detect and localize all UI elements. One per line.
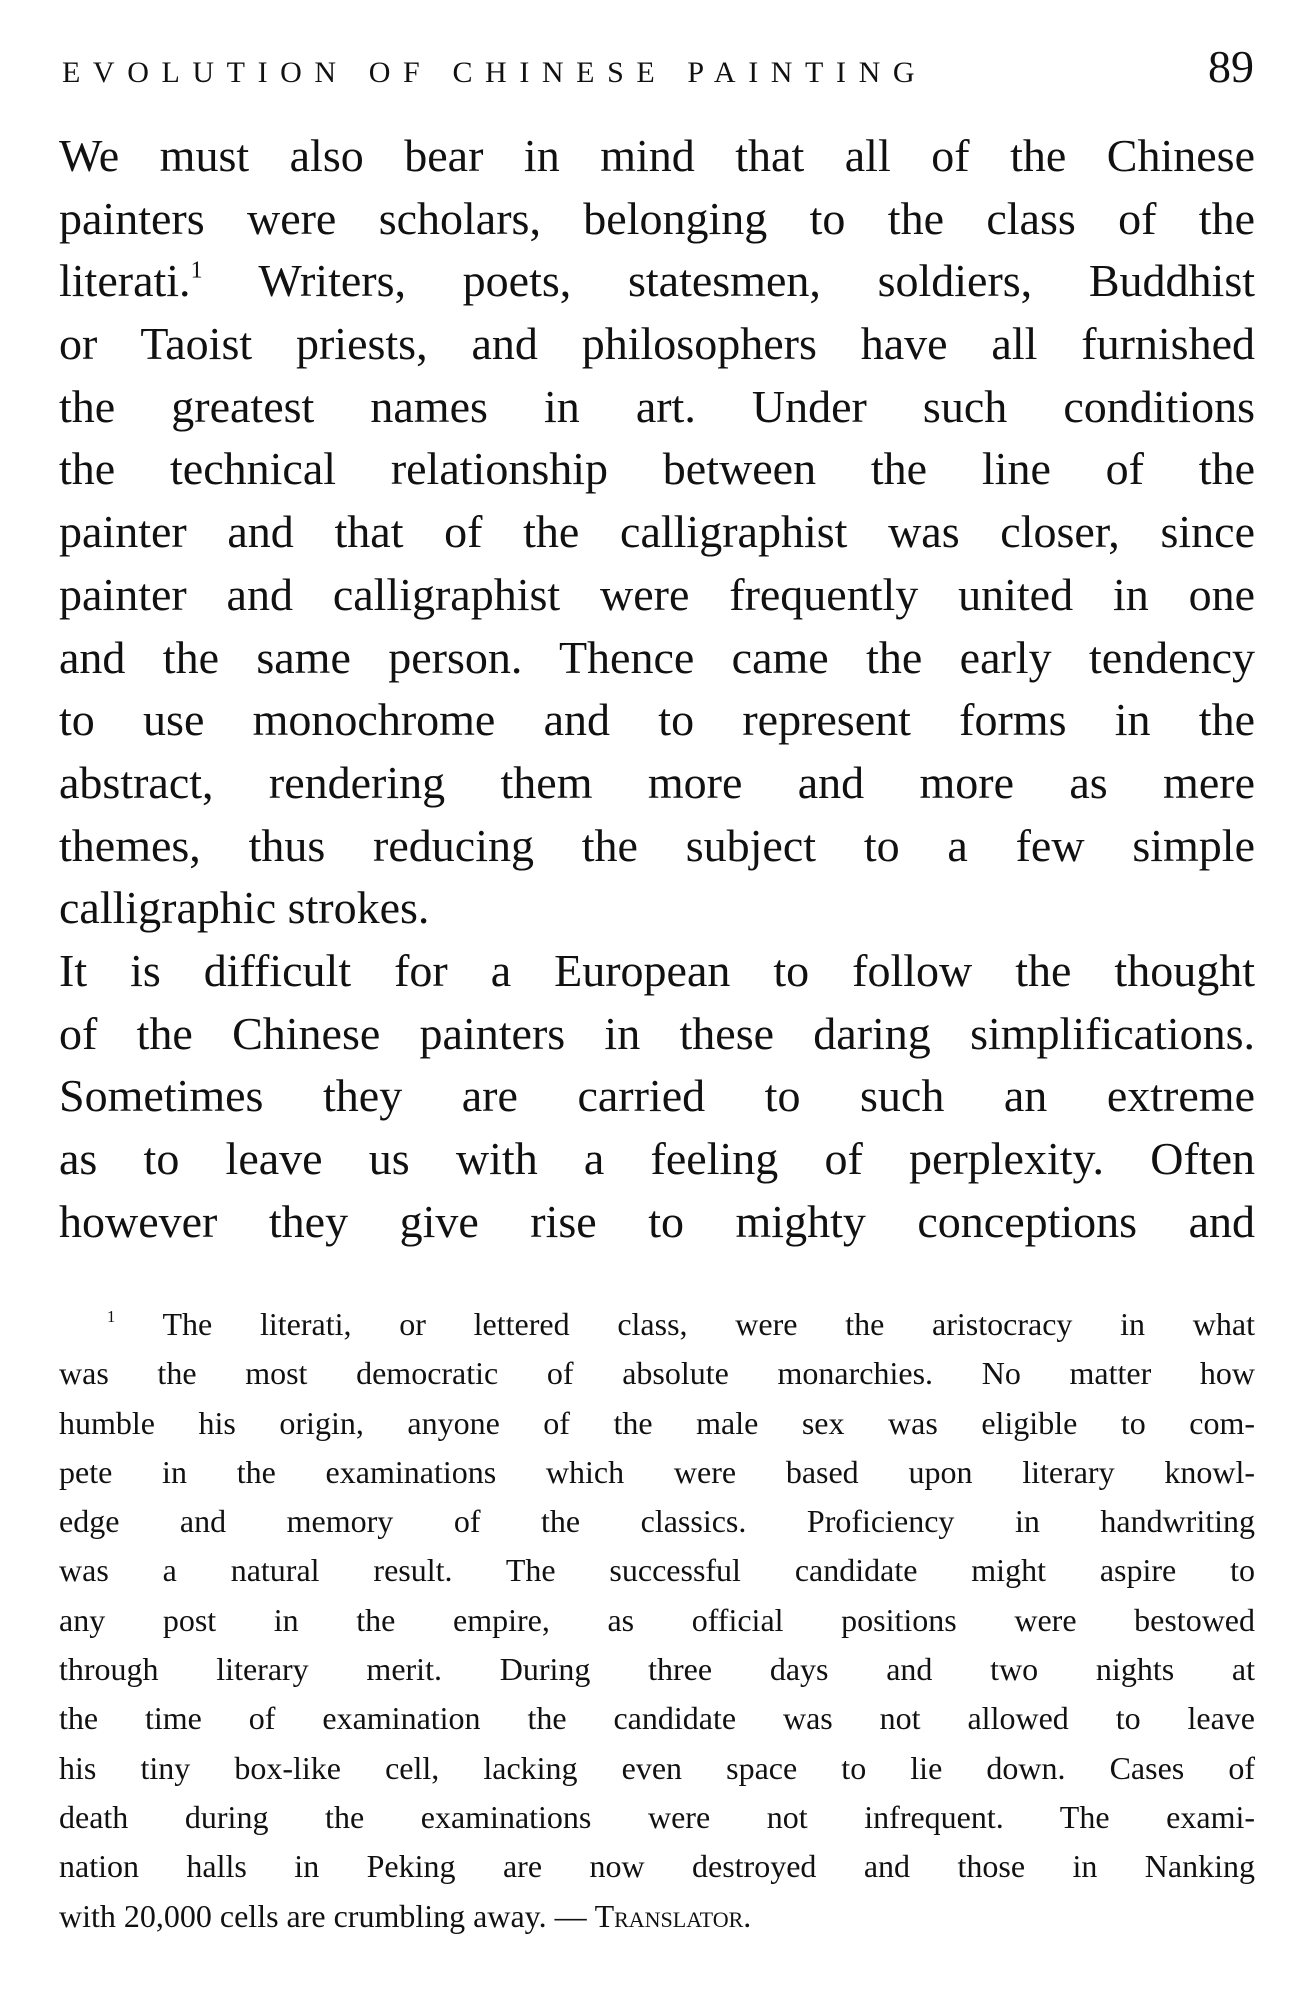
footnote [59,1300,1255,1941]
page-number: 89 [1208,41,1254,92]
footnote-line: nation halls in Peking are now destroyed and those in Nanking [59,1848,1255,1885]
footnote-line: with 20,000 cells are crumbling away. — Translator. [59,1897,752,1934]
footnote-line: through literary merit. During three days and two nights at [59,1651,1255,1688]
body-line: abstract, rendering them more and more as mere [59,756,1255,808]
footnote-line: his tiny box-like cell, lacking even space to lie down. Cases of [59,1749,1255,1786]
body-line: themes, thus reducing the subject to a few simple [59,819,1255,871]
body-line: It is difficult for a European to follow the thought [59,944,1255,996]
body-line: Sometimes they are carried to such an extreme [59,1070,1255,1122]
body-line: and the same person. Thence came the early tendency [59,631,1255,683]
footnote-line: was the most democratic of absolute monarchies. No matter how [59,1355,1255,1392]
footnote-reference: 1 [190,257,203,284]
running-title: EVOLUTION OF CHINESE PAINTING [62,56,928,89]
body-line: as to leave us with a feeling of perplexity. Often [59,1133,1255,1184]
body-line: We must also bear in mind that all of the Chinese [59,130,1255,181]
body-line: the technical relationship between the line of the [59,443,1255,495]
body-text [59,125,1255,1253]
body-line: painters were scholars, belonging to the class of the [59,192,1255,244]
body-line: calligraphic strokes. [59,882,430,934]
footnote-line: humble his origin, anyone of the male sex was eligible to com- [59,1404,1255,1441]
footnote-marker: 1 [107,1307,116,1327]
body-line: painter and that of the calligraphist was closer, since [59,506,1255,558]
body-line: painter and calligraphist were frequently united in one [59,568,1255,620]
body-line: however they give rise to mighty conceptions and [59,1195,1255,1247]
footnote-line: death during the examinations were not infrequent. The exami- [59,1798,1255,1835]
footnote-line: any post in the empire, as official positions were bestowed [59,1601,1255,1638]
body-line: of the Chinese painters in these daring simplifications. [59,1007,1255,1059]
body-line: literati.$^1$ Writers, poets, statesmen, soldiers, Buddhist [59,255,1255,307]
footnote-line: the time of examination the candidate was not allowed to leave [59,1700,1255,1737]
footnote-line: $^1$ The literati, or lettered class, were the aristocracy in what [107,1306,1255,1342]
running-head [62,41,1254,104]
body-line: to use monochrome and to represent forms in the [59,694,1255,746]
body-line: the greatest names in art. Under such conditions [59,380,1255,432]
body-line: or Taoist priests, and philosophers have all furnished [59,318,1255,370]
translator-attribution: Translator. [594,1897,752,1934]
footnote-line: edge and memory of the classics. Proficiency in handwriting [59,1503,1255,1540]
footnote-line: pete in the examinations which were based upon literary knowl- [59,1453,1255,1490]
footnote-line: was a natural result. The successful candidate might aspire to [59,1552,1255,1589]
